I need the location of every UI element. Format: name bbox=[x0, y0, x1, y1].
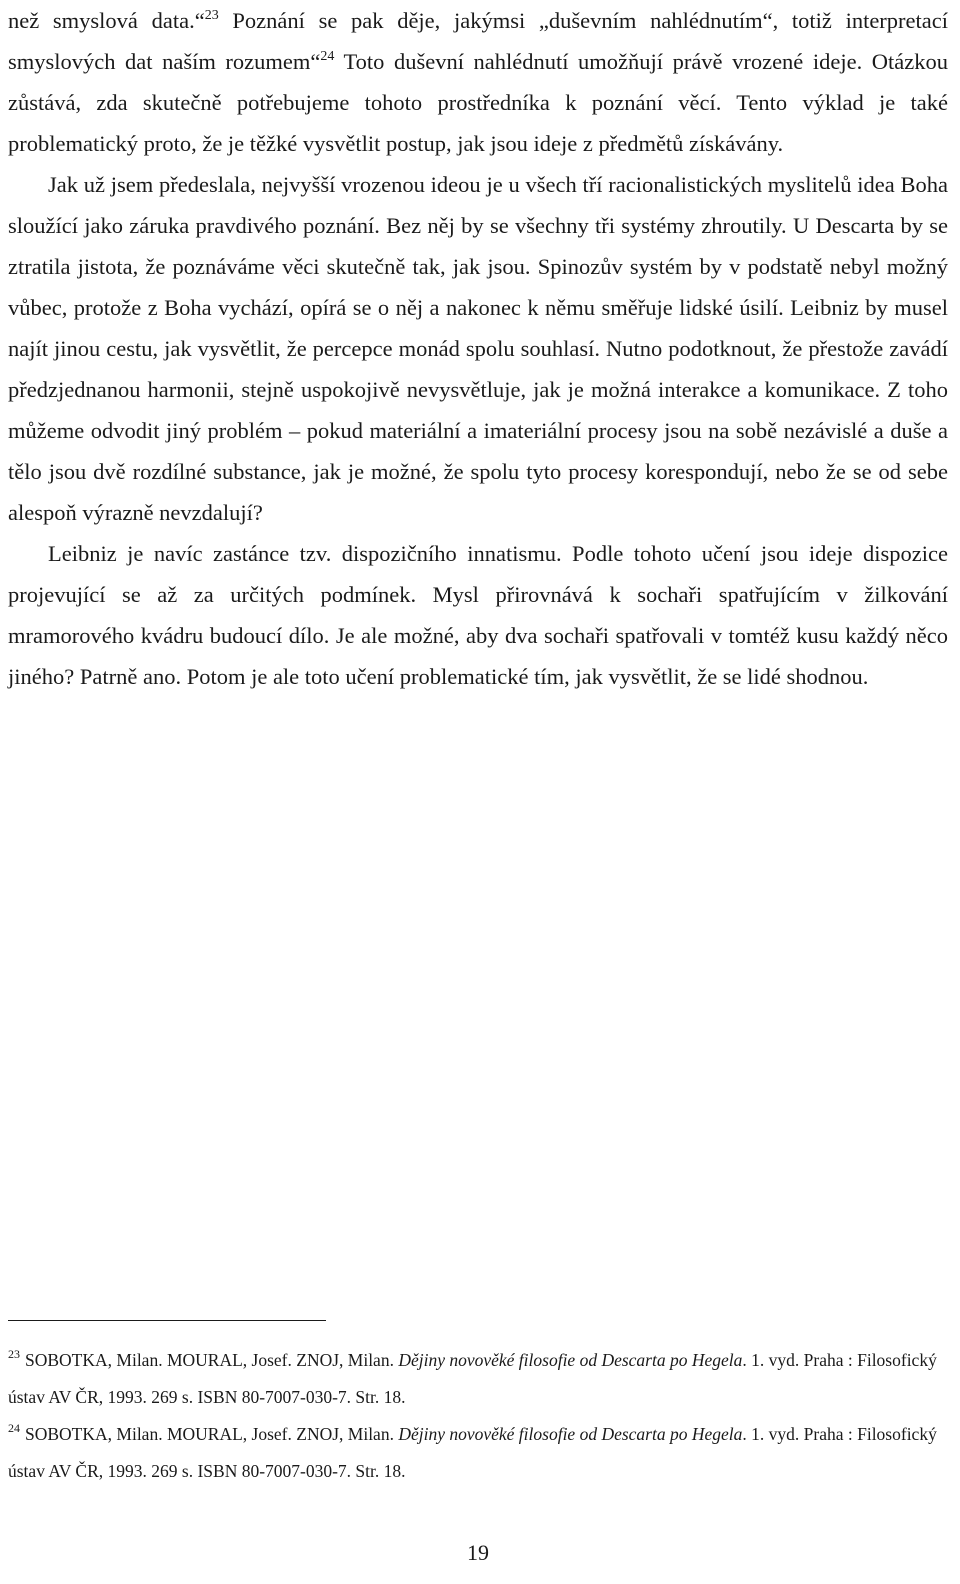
footnote-details: . 1. vyd. Praha : Filosofický ústav AV ČR, 1993. 269 s. ISBN 80-7007-030-7. Str. 18. bbox=[8, 1424, 937, 1481]
footnotes bbox=[8, 1342, 948, 1490]
footnote-details: . 1. vyd. Praha : Filosofický ústav AV ČR, 1993. 269 s. ISBN 80-7007-030-7. Str. 18. bbox=[8, 1350, 937, 1407]
text-run: Poznání se pak děje, jakýmsi „duševním nahlédnutím“, totiž interpretací smyslových dat naším rozumem“ bbox=[8, 8, 949, 74]
document-page bbox=[8, 0, 949, 1565]
body-text bbox=[8, 0, 948, 697]
footnote-separator bbox=[8, 1320, 326, 1321]
footnote-number: 24 bbox=[8, 1421, 20, 1435]
text-run: Jak už jsem předeslala, nejvyšší vrozenou ideou je u všech tří racionalistických myslitelů idea Boha sloužící jako záruka pravdivého poznání. Bez něj by se všechny tři systémy zhroutily. U Descarta by se ztratila jistota, že poznáváme věci skutečně tak, jak jsou. Spinozův systém by v podstatě nebyl možný vůbec, protože z Boha vychází, opírá se o něj a nakonec k němu směřuje lidské úsilí. Leibniz by musel najít jinou cestu, jak vysvětlit, že percepce monád spolu souhlasí. Nutno podotknout, že přestože zavádí předzjednanou harmonii, stejně uspokojivě nevysvětluje, jak je možná interakce a komunikace. Z toho můžeme odvodit jiný problém – pokud materiální a imateriální procesy jsou na sobě nezávislé a duše a tělo jsou dvě rozdílné substance, jak je možné, že spolu tyto procesy korespondují, nebo že se od sebe alespoň výrazně nevzdalují? bbox=[8, 172, 948, 525]
text-run: Toto duševní nahlédnutí umožňují právě vrozené ideje. Otázkou zůstává, zda skutečně potřebujeme tohoto prostředníka k poznání věcí. Tento výklad je také problematický proto, že je těžké vysvětlit postup, jak jsou ideje z předmětů získávány. bbox=[8, 49, 948, 156]
text-run: Leibniz je navíc zastánce tzv. dispozičního innatismu. Podle tohoto učení jsou ideje dispozice projevující se až za určitých podmínek. Mysl přirovnává k sochaři spatřujícím v žilkování mramorového kvádru budoucí dílo. Je ale možné, aby dva sochaři spatřovali v tomtéž kusu každý něco jiného? Patrně ano. Potom je ale toto učení problematické tím, jak vysvětlit, že se lidé shodnou. bbox=[8, 541, 948, 689]
footnote-reference[interactable]: 23 bbox=[204, 8, 219, 23]
footnote-authors: SOBOTKA, Milan. MOURAL, Josef. ZNOJ, Milan. bbox=[25, 1350, 394, 1370]
footnote-title: Dějiny novověké filosofie od Descarta po Hegela bbox=[398, 1350, 743, 1370]
paragraph bbox=[8, 164, 948, 533]
footnote-number: 23 bbox=[8, 1347, 20, 1361]
footnote bbox=[8, 1416, 948, 1490]
footnote-authors: SOBOTKA, Milan. MOURAL, Josef. ZNOJ, Milan. bbox=[25, 1424, 394, 1444]
page-number: 19 bbox=[467, 1540, 489, 1565]
paragraph bbox=[8, 533, 948, 697]
text-run: než smyslová data.“ bbox=[8, 8, 205, 33]
footnote-reference[interactable]: 24 bbox=[320, 49, 335, 64]
footnote-title: Dějiny novověké filosofie od Descarta po Hegela bbox=[398, 1424, 743, 1444]
paragraph bbox=[8, 0, 948, 164]
footnote bbox=[8, 1342, 948, 1416]
